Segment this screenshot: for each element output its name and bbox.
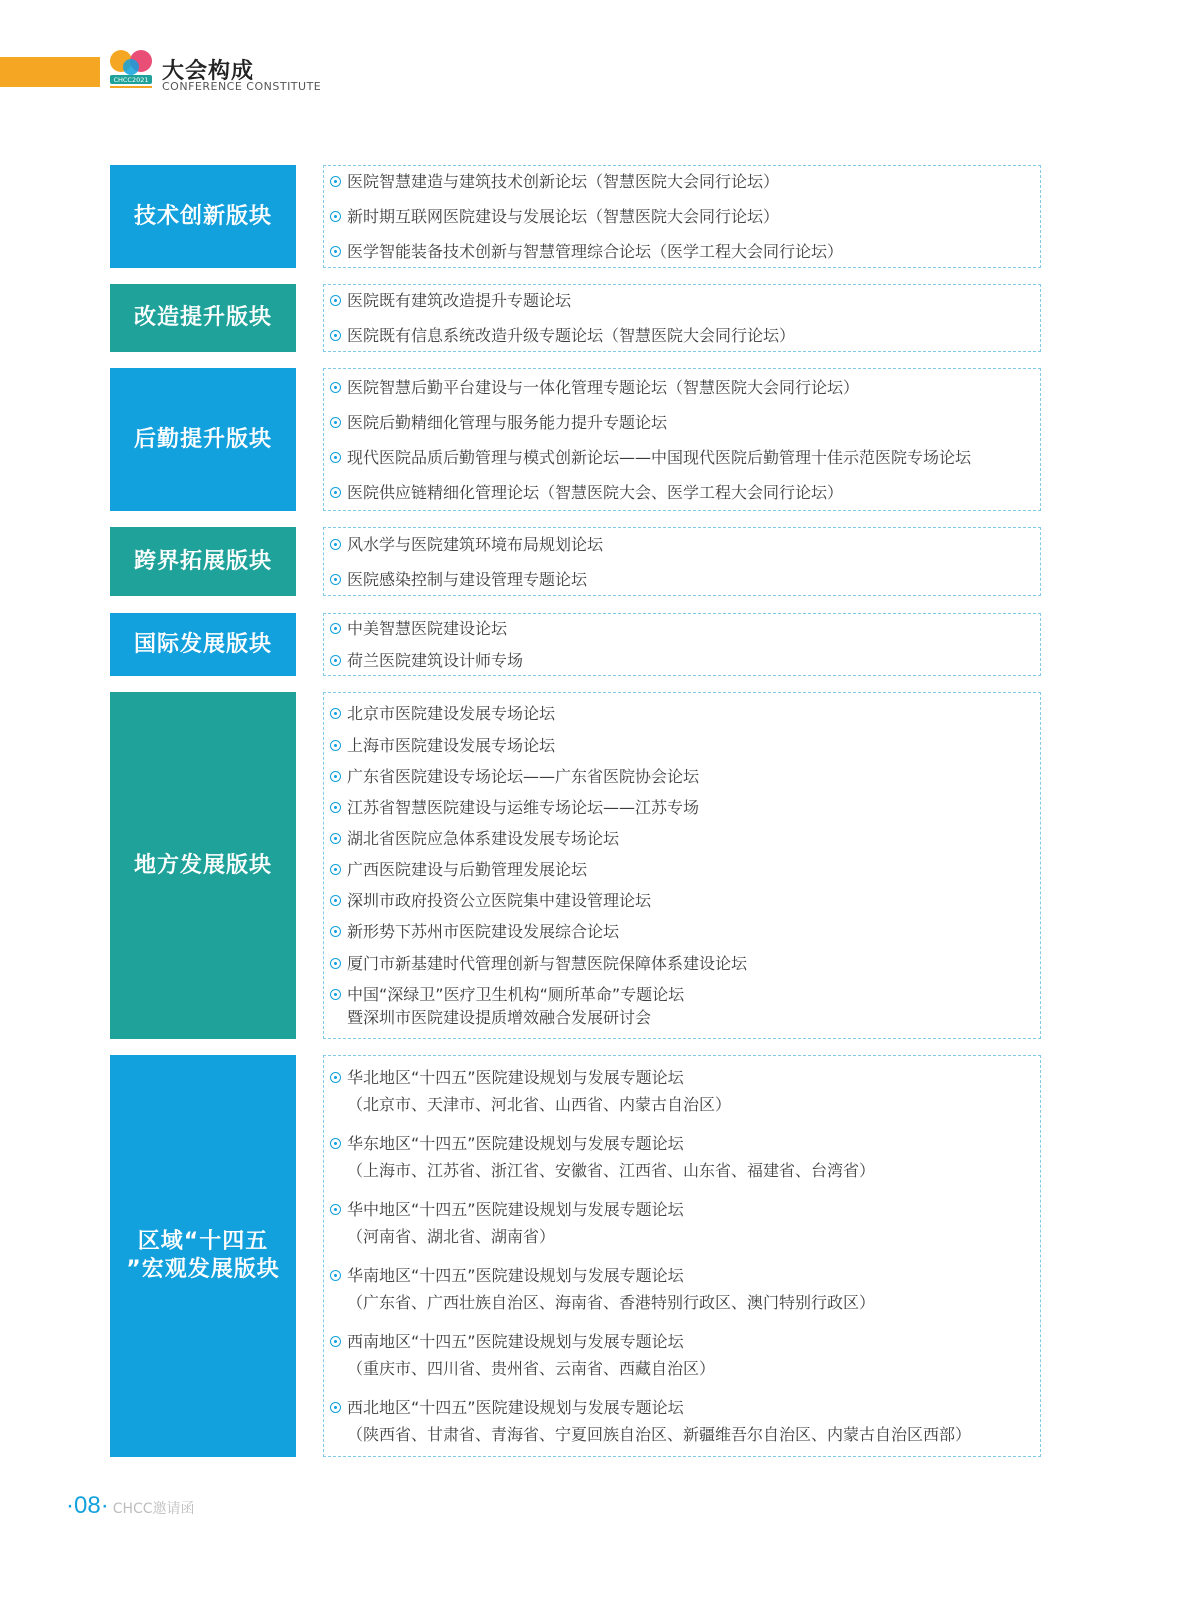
bullet-circle-icon (330, 1336, 341, 1347)
forum-item-text (347, 796, 699, 819)
forum-title: 荷兰医院建筑设计师专场 (347, 651, 524, 670)
bullet-circle-icon (330, 833, 341, 844)
forum-title: 医院既有信息系统改造升级专题论坛（智慧医院大会同行论坛） (347, 326, 796, 345)
bullet-circle-icon (330, 1072, 341, 1083)
forum-item-text (347, 205, 779, 228)
forum-title: 风水学与医院建筑环境布局规划论坛 (347, 535, 604, 554)
forum-item-text (347, 1330, 715, 1380)
forum-title: 华南地区“十四五”医院建设规划与发展专题论坛 (347, 1266, 684, 1285)
forum-list-box (323, 368, 1041, 511)
forum-title: 医院既有建筑改造提升专题论坛 (347, 291, 572, 310)
forum-title: 医院感染控制与建设管理专题论坛 (347, 570, 588, 589)
forum-list-item (330, 702, 555, 725)
forum-list-item (330, 983, 684, 1029)
forum-list-item (330, 240, 843, 263)
forum-subline: （上海市、江苏省、浙江省、安徽省、江西省、山东省、福建省、台湾省） (347, 1161, 876, 1180)
forum-list-item (330, 1264, 875, 1314)
forum-list-item (330, 376, 859, 399)
forum-title: 广东省医院建设专场论坛——广东省医院协会论坛 (347, 767, 700, 786)
forum-list-item (330, 796, 699, 819)
forum-list-item (330, 617, 507, 640)
forum-list-item (330, 734, 555, 757)
svg-text:CHCC2021: CHCC2021 (113, 76, 149, 84)
forum-item-text (347, 765, 699, 788)
forum-title: 厦门市新基建时代管理创新与智慧医院保障体系建设论坛 (347, 954, 748, 973)
bullet-circle-icon (330, 539, 341, 550)
forum-item-text (347, 533, 603, 556)
bullet-circle-icon (330, 708, 341, 719)
forum-title: 江苏省智慧医院建设与运维专场论坛——江苏专场 (347, 798, 700, 817)
page-footer (66, 1492, 195, 1520)
section-label (110, 1055, 296, 1457)
forum-list-item (330, 827, 619, 850)
forum-title: 北京市医院建设发展专场论坛 (347, 704, 556, 723)
forum-title: 华东地区“十四五”医院建设规划与发展专题论坛 (347, 1134, 684, 1153)
page-subtitle: CONFERENCE CONSTITUTE (162, 80, 322, 93)
forum-item-text (347, 734, 555, 757)
forum-list-item (330, 170, 779, 193)
section-label: 跨界拓展版块 (110, 527, 296, 596)
forum-list-box (323, 613, 1041, 676)
forum-title: 深圳市政府投资公立医院集中建设管理论坛 (347, 891, 652, 910)
forum-list-box (323, 527, 1041, 596)
forum-item-text (347, 446, 971, 469)
forum-list-item (330, 952, 747, 975)
bullet-circle-icon (330, 802, 341, 813)
forum-title: 中美智慧医院建设论坛 (347, 619, 508, 638)
section-4 (110, 613, 1042, 676)
forum-title: 西南地区“十四五”医院建设规划与发展专题论坛 (347, 1332, 684, 1351)
bullet-circle-icon (330, 295, 341, 306)
section-label: 国际发展版块 (110, 613, 296, 676)
bullet-circle-icon (330, 895, 341, 906)
forum-list-item (330, 205, 779, 228)
forum-item-text (347, 376, 859, 399)
forum-subline: （陕西省、甘肃省、青海省、宁夏回族自治区、新疆维吾尔自治区、内蒙古自治区西部） (347, 1425, 972, 1444)
bullet-circle-icon (330, 417, 341, 428)
forum-list-item (330, 920, 619, 943)
forum-title: 医院后勤精细化管理与服务能力提升专题论坛 (347, 413, 668, 432)
forum-item-text (347, 568, 587, 591)
forum-list-item (330, 1066, 731, 1116)
section-label-line: 区域“十四五 (137, 1229, 269, 1254)
bullet-circle-icon (330, 382, 341, 393)
bullet-circle-icon (330, 176, 341, 187)
forum-title: 新形势下苏州市医院建设发展综合论坛 (347, 922, 620, 941)
forum-item-text (347, 1396, 971, 1446)
forum-item-text (347, 289, 571, 312)
forum-subline: （北京市、天津市、河北省、山西省、内蒙古自治区） (347, 1095, 732, 1114)
forum-list-item (330, 858, 587, 881)
forum-item-text (347, 411, 667, 434)
bullet-circle-icon (330, 1270, 341, 1281)
forum-subline: （河南省、湖北省、湖南省） (347, 1227, 556, 1246)
forum-item-text (347, 170, 779, 193)
bullet-circle-icon (330, 623, 341, 634)
forum-item-text (347, 240, 843, 263)
forum-list-item (330, 411, 667, 434)
section-5 (110, 692, 1042, 1039)
bullet-circle-icon (330, 246, 341, 257)
forum-title: 新时期互联网医院建设与发展论坛（智慧医院大会同行论坛） (347, 207, 780, 226)
bullet-circle-icon (330, 926, 341, 937)
forum-list-item (330, 649, 523, 672)
forum-subline: 暨深圳市医院建设提质增效融合发展研讨会 (347, 1008, 652, 1027)
forum-item-text (347, 1132, 875, 1182)
page-title: 大会构成 (162, 59, 255, 84)
bullet-circle-icon (330, 1402, 341, 1413)
forum-title: 华中地区“十四五”医院建设规划与发展专题论坛 (347, 1200, 684, 1219)
bullet-circle-icon (330, 1138, 341, 1149)
forum-item-text (347, 649, 523, 672)
forum-list-item (330, 765, 699, 788)
bullet-circle-icon (330, 1204, 341, 1215)
page-number: ·08· (66, 1492, 109, 1519)
section-0 (110, 165, 1042, 268)
chcc-logo-icon (107, 47, 157, 93)
bullet-circle-icon (330, 487, 341, 498)
forum-title: 华北地区“十四五”医院建设规划与发展专题论坛 (347, 1068, 684, 1087)
forum-item-text (347, 324, 795, 347)
bullet-circle-icon (330, 655, 341, 666)
bullet-circle-icon (330, 330, 341, 341)
forum-list-item (330, 1396, 971, 1446)
forum-title: 现代医院品质后勤管理与模式创新论坛——中国现代医院后勤管理十佳示范医院专场论坛 (347, 448, 972, 467)
bullet-circle-icon (330, 958, 341, 969)
section-label: 后勤提升版块 (110, 368, 296, 511)
section-label: 改造提升版块 (110, 284, 296, 352)
section-label: 地方发展版块 (110, 692, 296, 1039)
bullet-circle-icon (330, 864, 341, 875)
forum-list-item (330, 533, 603, 556)
section-3 (110, 527, 1042, 596)
forum-list-item (330, 481, 843, 504)
header-accent-bar (0, 57, 100, 87)
section-6 (110, 1055, 1042, 1457)
forum-list-item (330, 1132, 875, 1182)
forum-title: 上海市医院建设发展专场论坛 (347, 736, 556, 755)
forum-subline: （重庆市、四川省、贵州省、云南省、西藏自治区） (347, 1359, 716, 1378)
forum-list-item (330, 568, 587, 591)
forum-list-box (323, 692, 1041, 1039)
forum-list-item (330, 289, 571, 312)
forum-item-text (347, 952, 747, 975)
forum-item-text (347, 858, 587, 881)
forum-item-text (347, 1066, 731, 1116)
forum-list-item (330, 1330, 715, 1380)
section-label-line: ”宏观发展版块 (126, 1257, 280, 1282)
forum-title: 医院供应链精细化管理论坛（智慧医院大会、医学工程大会同行论坛） (347, 483, 844, 502)
forum-item-text (347, 617, 507, 640)
bullet-circle-icon (330, 211, 341, 222)
forum-subline: （广东省、广西壮族自治区、海南省、香港特别行政区、澳门特别行政区） (347, 1293, 876, 1312)
bullet-circle-icon (330, 771, 341, 782)
forum-list-item (330, 889, 651, 912)
section-1 (110, 284, 1042, 352)
forum-item-text (347, 1264, 875, 1314)
forum-item-text (347, 920, 619, 943)
forum-item-text (347, 983, 684, 1029)
forum-list-item (330, 324, 795, 347)
section-label: 技术创新版块 (110, 165, 296, 268)
forum-title: 医院智慧建造与建筑技术创新论坛（智慧医院大会同行论坛） (347, 172, 780, 191)
bullet-circle-icon (330, 740, 341, 751)
bullet-circle-icon (330, 989, 341, 1000)
footer-text: CHCC邀请函 (112, 1501, 195, 1517)
bullet-circle-icon (330, 452, 341, 463)
forum-title: 医学智能装备技术创新与智慧管理综合论坛（医学工程大会同行论坛） (347, 242, 844, 261)
forum-title: 西北地区“十四五”医院建设规划与发展专题论坛 (347, 1398, 684, 1417)
section-2 (110, 368, 1042, 511)
forum-list-item (330, 1198, 684, 1248)
forum-list-box (323, 284, 1041, 352)
forum-item-text (347, 702, 555, 725)
forum-item-text (347, 481, 843, 504)
bullet-circle-icon (330, 574, 341, 585)
forum-title: 广西医院建设与后勤管理发展论坛 (347, 860, 588, 879)
forum-list-box (323, 165, 1041, 268)
forum-title: 湖北省医院应急体系建设发展专场论坛 (347, 829, 620, 848)
forum-list-box (323, 1055, 1041, 1457)
forum-title: 中国“深绿卫”医疗卫生机构“厕所革命”专题论坛 (347, 985, 685, 1004)
forum-item-text (347, 889, 651, 912)
forum-list-item (330, 446, 971, 469)
forum-item-text (347, 1198, 684, 1248)
forum-item-text (347, 827, 619, 850)
forum-title: 医院智慧后勤平台建设与一体化管理专题论坛（智慧医院大会同行论坛） (347, 378, 860, 397)
